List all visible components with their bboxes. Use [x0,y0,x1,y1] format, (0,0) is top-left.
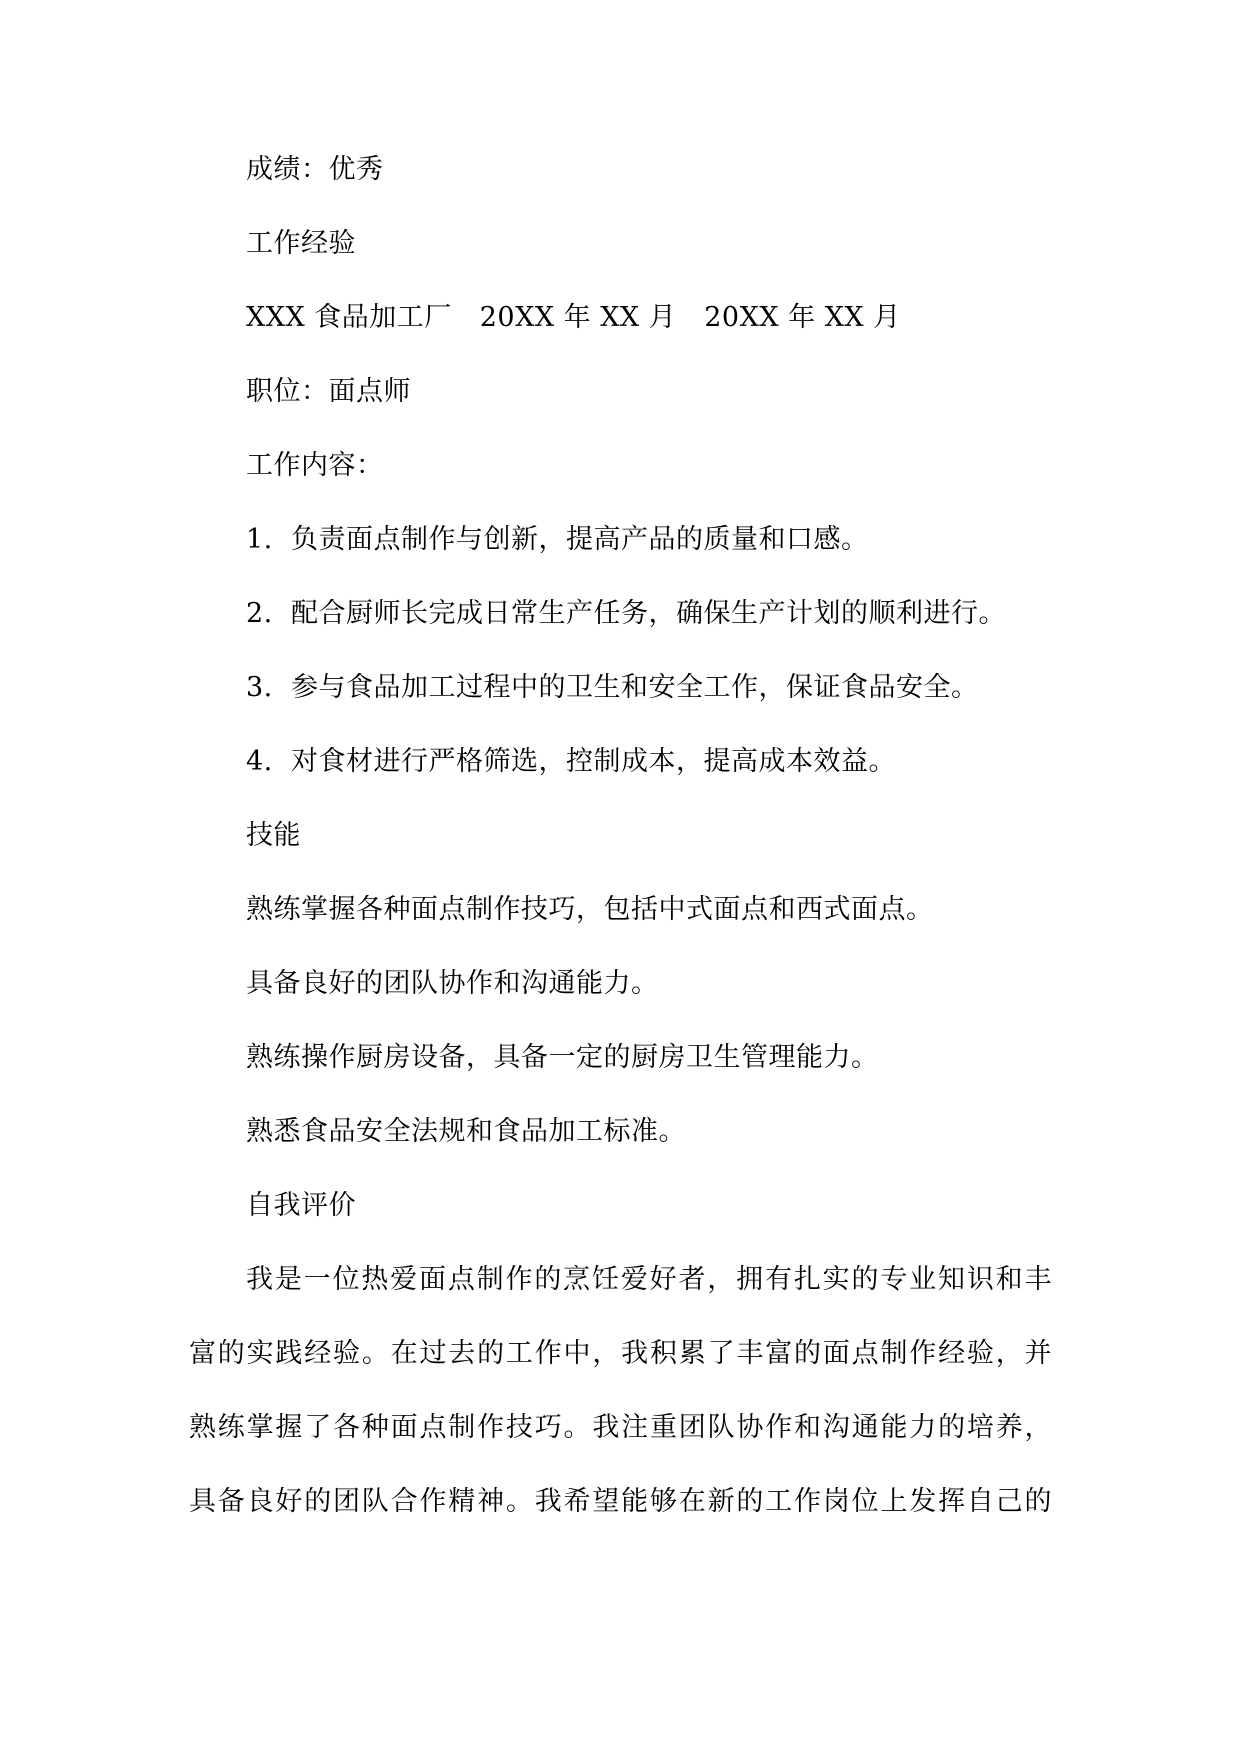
duty-item [246,742,896,782]
duty-text: 负责面点制作与创新，提高产品的质量和口感。 [291,524,869,555]
duty-text: 对食材进行严格筛选，控制成本，提高成本效益。 [291,746,896,777]
skill-item: 具备良好的团队协作和沟通能力。 [246,968,659,999]
grade-line: 成绩：优秀 [246,154,384,185]
skill-item: 熟练操作厨房设备，具备一定的厨房卫生管理能力。 [246,1042,879,1073]
employer-name: XXX 食品加工厂 [246,302,452,333]
position-line: 职位：面点师 [246,376,411,407]
work-content-label: 工作内容： [246,450,384,481]
skill-item: 熟悉食品安全法规和食品加工标准。 [246,1116,686,1147]
duty-item [246,668,979,708]
self-evaluation-line: 具备良好的团队合作精神。我希望能够在新的工作岗位上发挥自己的 [189,1486,1052,1517]
self-evaluation-line: 熟练掌握了各种面点制作技巧。我注重团队协作和沟通能力的培养， [189,1412,1052,1443]
duty-item [246,594,1006,634]
duty-text: 配合厨师长完成日常生产任务，确保生产计划的顺利进行。 [291,598,1006,629]
work-experience-heading: 工作经验 [246,228,356,259]
self-evaluation-heading: 自我评价 [246,1190,356,1221]
skill-item: 熟练掌握各种面点制作技巧，包括中式面点和西式面点。 [246,894,934,925]
duty-number: 4. [246,746,273,777]
self-evaluation-line: 富的实践经验。在过去的工作中，我积累了丰富的面点制作经验，并 [189,1338,1052,1369]
skills-heading: 技能 [246,820,301,851]
duty-number: 2. [246,598,273,629]
duty-number: 1. [246,524,273,555]
employment-start: 20XX 年 XX 月 [479,302,677,333]
duty-number: 3. [246,672,273,703]
employment-end: 20XX 年 XX 月 [704,302,901,333]
duty-text: 参与食品加工过程中的卫生和安全工作，保证食品安全。 [291,672,979,703]
self-evaluation-line: 我是一位热爱面点制作的烹饪爱好者，拥有扎实的专业知识和丰 [246,1264,1052,1295]
duty-item [246,520,869,560]
employer-line [246,298,901,338]
